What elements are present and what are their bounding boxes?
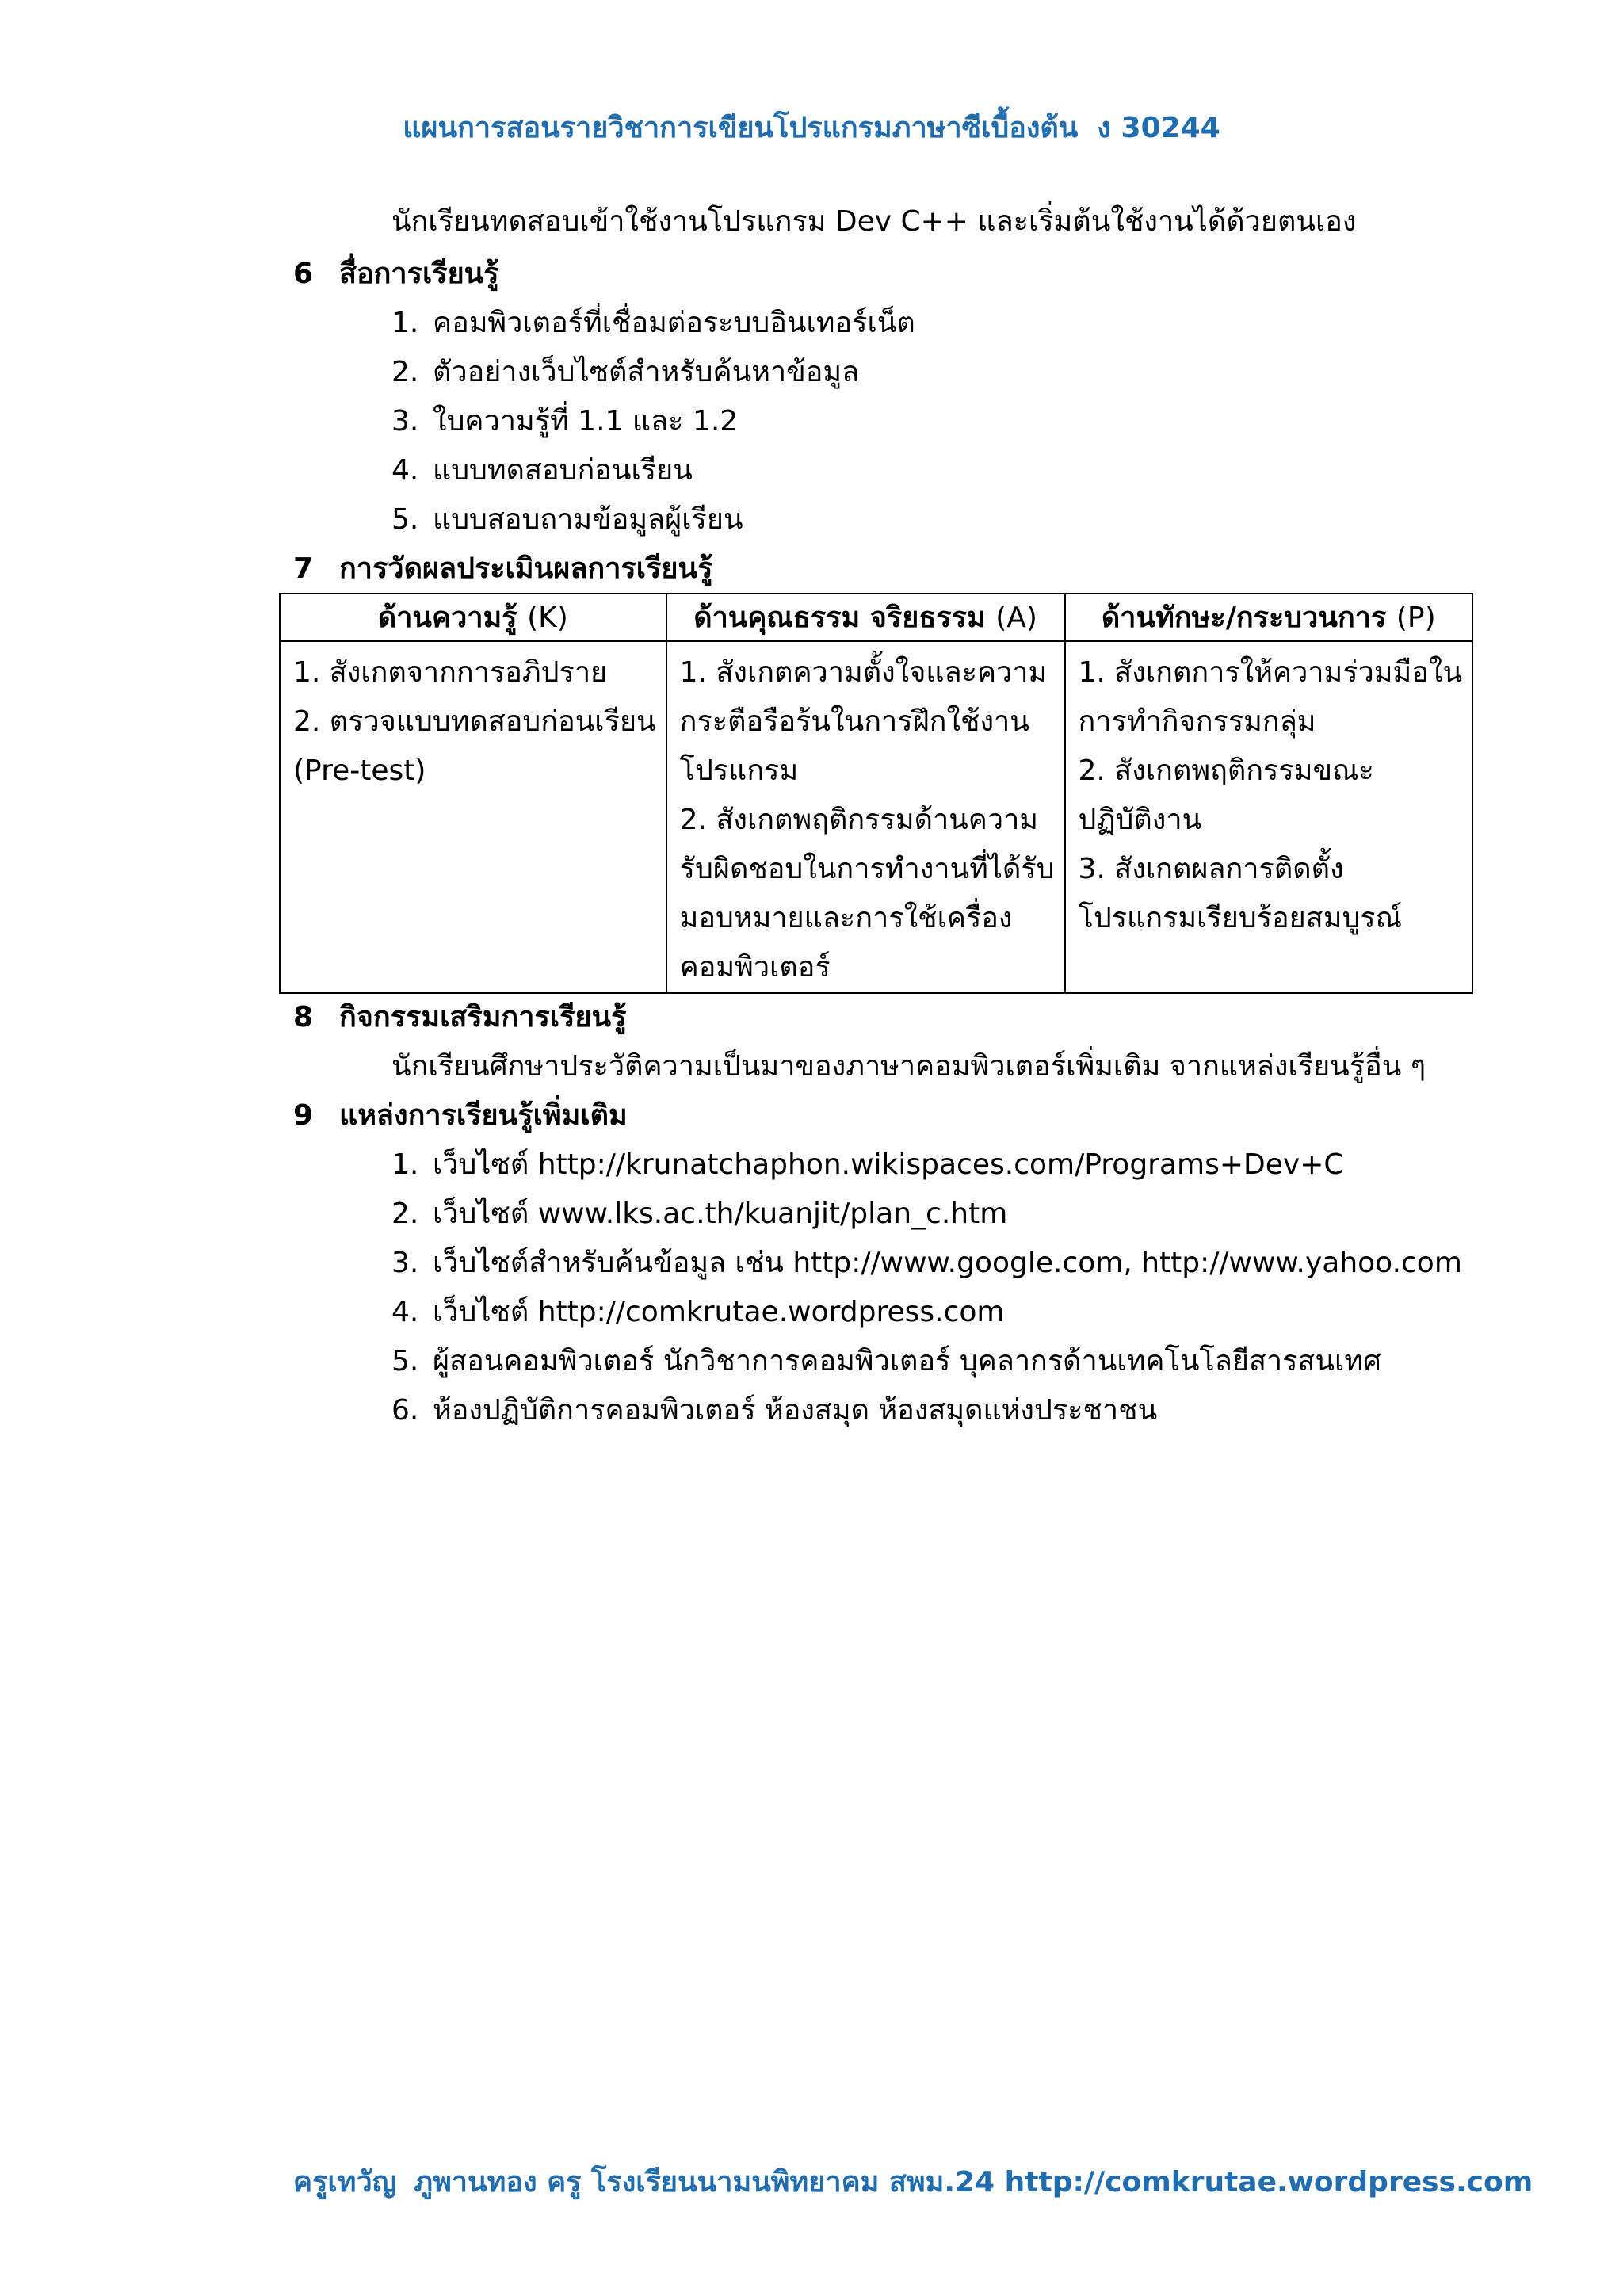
cell-line: มอบหมายและการใช้เครื่อง (679, 902, 1013, 934)
header-course-code: ง 30244 (1097, 112, 1220, 144)
item-number: 1. (391, 1148, 419, 1181)
cell-line: 1. สังเกตความตั้งใจและความ (679, 656, 1048, 689)
cell-line: 3. สังเกตผลการติดตั้ง (1078, 853, 1344, 885)
cell-line: 2. สังเกตพฤติกรรมขณะ (1078, 755, 1374, 787)
section-number: 8 (293, 1001, 314, 1033)
item-number: 5. (391, 503, 419, 536)
list-item (391, 1393, 1157, 1428)
header-key: (K) (527, 602, 568, 634)
table-header-row (280, 594, 1472, 641)
cell-line: การทำกิจกรรมกลุ่ม (1078, 705, 1316, 738)
cell-line: (Pre-test) (293, 755, 426, 787)
cell-line: โปรแกรมเรียบร้อยสมบูรณ์ (1078, 902, 1403, 934)
item-number: 6. (391, 1394, 419, 1427)
table-cell-knowledge (280, 641, 666, 993)
item-text: แบบทดสอบก่อนเรียน (433, 454, 693, 487)
list-item (391, 404, 738, 439)
header-label: ด้านความรู้ (377, 602, 517, 634)
cell-line: คอมพิวเตอร์ (679, 951, 831, 984)
section-title: แหล่งการเรียนรู้เพิ่มเติม (339, 1099, 628, 1132)
cell-line: ปฏิบัติงาน (1078, 804, 1202, 836)
item-text: คอมพิวเตอร์ที่เชื่อมต่อระบบอินเทอร์เน็ต (433, 307, 915, 339)
item-text: ผู้สอนคอมพิวเตอร์ นักวิชาการคอมพิวเตอร์ บุคลากรด้านเทคโนโลยีสารสนเทศ (433, 1345, 1381, 1377)
section-title: การวัดผลประเมินผลการเรียนรู้ (339, 552, 713, 585)
list-item (391, 355, 859, 390)
section-7-heading (293, 552, 712, 586)
cell-line: 1. สังเกตจากการอภิปราย (293, 656, 608, 689)
list-item (391, 1344, 1381, 1379)
item-number: 4. (391, 1296, 419, 1328)
section-6-heading (293, 257, 499, 292)
item-number: 1. (391, 307, 419, 339)
table-header-cell (1065, 594, 1473, 641)
page-header (0, 105, 1623, 150)
evaluation-table (279, 593, 1473, 994)
list-item (391, 1246, 1462, 1281)
item-number: 3. (391, 1247, 419, 1279)
cell-line: 1. สังเกตการให้ความร่วมมือใน (1078, 656, 1463, 689)
footer-author: ครูเทวัญ (293, 2166, 397, 2199)
list-item (391, 306, 915, 341)
header-label: ด้านทักษะ/กระบวนการ (1101, 602, 1387, 634)
section-8-text: นักเรียนศึกษาประวัติความเป็นมาของภาษาคอมพิวเตอร์เพิ่มเติม จากแหล่งเรียนรู้อื่น ๆ (391, 1050, 1426, 1083)
table-header-cell (666, 594, 1065, 641)
list-item (391, 1197, 1007, 1232)
cell-line: โปรแกรม (679, 755, 799, 787)
section-title: สื่อการเรียนรู้ (339, 258, 499, 290)
header-title: แผนการสอนรายวิชาการเขียนโปรแกรมภาษาซีเบื้องต้น (403, 112, 1079, 144)
section-number: 6 (293, 258, 314, 290)
list-item (391, 1148, 1344, 1182)
item-number: 2. (391, 356, 419, 388)
item-text: เว็บไซต์ http://krunatchaphon.wikispaces.com/Programs+Dev+C (433, 1148, 1344, 1181)
table-row (280, 641, 1472, 993)
item-text: เว็บไซต์ http://comkrutae.wordpress.com (433, 1296, 1005, 1328)
table-cell-process (1065, 641, 1473, 993)
item-text: ใบความรู้ที่ 1.1 และ 1.2 (433, 405, 739, 437)
section-number: 9 (293, 1099, 314, 1132)
table-header-cell (280, 594, 666, 641)
table-cell-attitude (666, 641, 1065, 993)
item-text: เว็บไซต์ www.lks.ac.th/kuanjit/plan_c.htm (433, 1198, 1008, 1230)
section-9-heading (293, 1098, 628, 1133)
item-number: 3. (391, 405, 419, 437)
cell-line: 2. ตรวจแบบทดสอบก่อนเรียน (293, 705, 656, 738)
header-label: ด้านคุณธรรม จริยธรรม (693, 602, 986, 634)
cell-line: 2. สังเกตพฤติกรรมด้านความ (679, 804, 1039, 836)
page-footer (293, 2159, 1533, 2204)
footer-details: ภูพานทอง ครู โรงเรียนนามนพิทยาคม สพม.24 http://comkrutae.wordpress.com (414, 2166, 1533, 2199)
item-text: ตัวอย่างเว็บไซต์สำหรับค้นหาข้อมูล (433, 356, 860, 388)
section-title: กิจกรรมเสริมการเรียนรู้ (339, 1001, 627, 1033)
item-text: แบบสอบถามข้อมูลผู้เรียน (433, 503, 743, 536)
list-item (391, 1295, 1004, 1330)
header-key: (P) (1396, 602, 1436, 634)
section-number: 7 (293, 552, 314, 585)
list-item (391, 453, 693, 488)
item-text: เว็บไซต์สำหรับค้นข้อมูล เช่น http://www.google.com, http://www.yahoo.com (433, 1247, 1462, 1279)
intro-paragraph: นักเรียนทดสอบเข้าใช้งานโปรแกรม Dev C++ และเริ่มต้นใช้งานได้ด้วยตนเอง (391, 205, 1357, 238)
list-item (391, 502, 743, 537)
item-number: 2. (391, 1198, 419, 1230)
cell-line: รับผิดชอบในการทำงานที่ได้รับ (679, 853, 1055, 885)
cell-line: กระตือรือร้นในการฝึกใช้งาน (679, 705, 1029, 738)
item-number: 4. (391, 454, 419, 487)
header-key: (A) (995, 602, 1037, 634)
item-text: ห้องปฏิบัติการคอมพิวเตอร์ ห้องสมุด ห้องสมุดแห่งประชาชน (433, 1394, 1158, 1427)
section-8-heading (293, 1000, 626, 1035)
item-number: 5. (391, 1345, 419, 1377)
